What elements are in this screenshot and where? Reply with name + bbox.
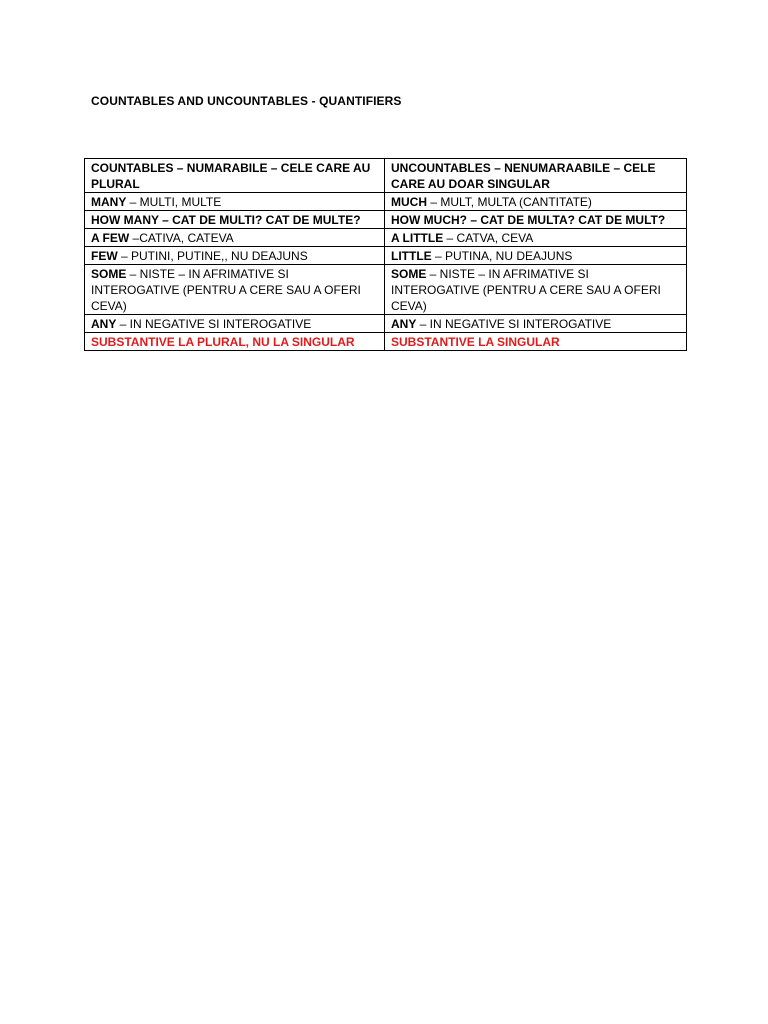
table-cell-uncountables bbox=[385, 265, 687, 315]
cell-bold-text: ANY bbox=[391, 317, 417, 331]
cell-text: – IN NEGATIVE SI INTEROGATIVE bbox=[416, 317, 612, 331]
cell-red-text: SUBSTANTIVE LA PLURAL, NU LA SINGULAR bbox=[91, 335, 355, 349]
table-cell-countables bbox=[85, 229, 385, 247]
table-row bbox=[85, 315, 687, 333]
table-row bbox=[85, 193, 687, 211]
table-cell-uncountables-header bbox=[385, 159, 687, 193]
cell-bold-text: MANY bbox=[91, 195, 127, 209]
table-row bbox=[85, 229, 687, 247]
table-cell-countables bbox=[85, 193, 385, 211]
document-title: COUNTABLES AND UNCOUNTABLES - QUANTIFIERS bbox=[91, 94, 402, 108]
cell-bold-text: UNCOUNTABLES – NENUMARAABILE – CELE CARE AU DOAR SINGULAR bbox=[391, 161, 656, 191]
table-cell-uncountables bbox=[385, 315, 687, 333]
table-cell-countables bbox=[85, 315, 385, 333]
table-row-header bbox=[85, 159, 687, 193]
cell-text: – PUTINA, NU DEAJUNS bbox=[431, 249, 573, 263]
cell-bold-text: SOME bbox=[91, 267, 127, 281]
cell-bold-text: ANY bbox=[91, 317, 117, 331]
table-row bbox=[85, 247, 687, 265]
cell-text: – CATVA, CEVA bbox=[443, 231, 534, 245]
table-cell-countables bbox=[85, 265, 385, 315]
table-cell-uncountables bbox=[385, 193, 687, 211]
table-cell-countables-header bbox=[85, 159, 385, 193]
table-cell-uncountables-note bbox=[385, 333, 687, 351]
cell-bold-text: HOW MANY – CAT DE MULTI? CAT DE MULTE? bbox=[91, 213, 361, 227]
cell-text: – IN NEGATIVE SI INTEROGATIVE bbox=[116, 317, 312, 331]
table-row bbox=[85, 265, 687, 315]
table-cell-countables bbox=[85, 247, 385, 265]
cell-bold-text: A LITTLE bbox=[391, 231, 444, 245]
cell-text: – PUTINI, PUTINE,, NU DEAJUNS bbox=[117, 249, 308, 263]
quantifiers-table bbox=[84, 158, 687, 351]
cell-bold-text: HOW MUCH? – CAT DE MULTA? CAT DE MULT? bbox=[391, 213, 666, 227]
cell-red-text: SUBSTANTIVE LA SINGULAR bbox=[391, 335, 560, 349]
cell-text: –CATIVA, CATEVA bbox=[129, 231, 234, 245]
table-cell-uncountables bbox=[385, 211, 687, 229]
table-cell-countables-note bbox=[85, 333, 385, 351]
cell-text: – NISTE – IN AFRIMATIVE SI INTEROGATIVE (PENTRU A CERE SAU A OFERI CEVA) bbox=[91, 267, 361, 313]
table-cell-uncountables bbox=[385, 247, 687, 265]
cell-text: – MULTI, MULTE bbox=[126, 195, 222, 209]
table-row-emphasis bbox=[85, 333, 687, 351]
cell-bold-text: LITTLE bbox=[391, 249, 432, 263]
cell-bold-text: MUCH bbox=[391, 195, 427, 209]
table-cell-uncountables bbox=[385, 229, 687, 247]
table-row bbox=[85, 211, 687, 229]
cell-bold-text: SOME bbox=[391, 267, 427, 281]
cell-text: – NISTE – IN AFRIMATIVE SI INTEROGATIVE (PENTRU A CERE SAU A OFERI CEVA) bbox=[391, 267, 661, 313]
cell-text: – MULT, MULTA (CANTITATE) bbox=[427, 195, 592, 209]
cell-bold-text: FEW bbox=[91, 249, 118, 263]
cell-bold-text: A FEW bbox=[91, 231, 130, 245]
cell-bold-text: COUNTABLES – NUMARABILE – CELE CARE AU PLURAL bbox=[91, 161, 371, 191]
table-cell-countables bbox=[85, 211, 385, 229]
